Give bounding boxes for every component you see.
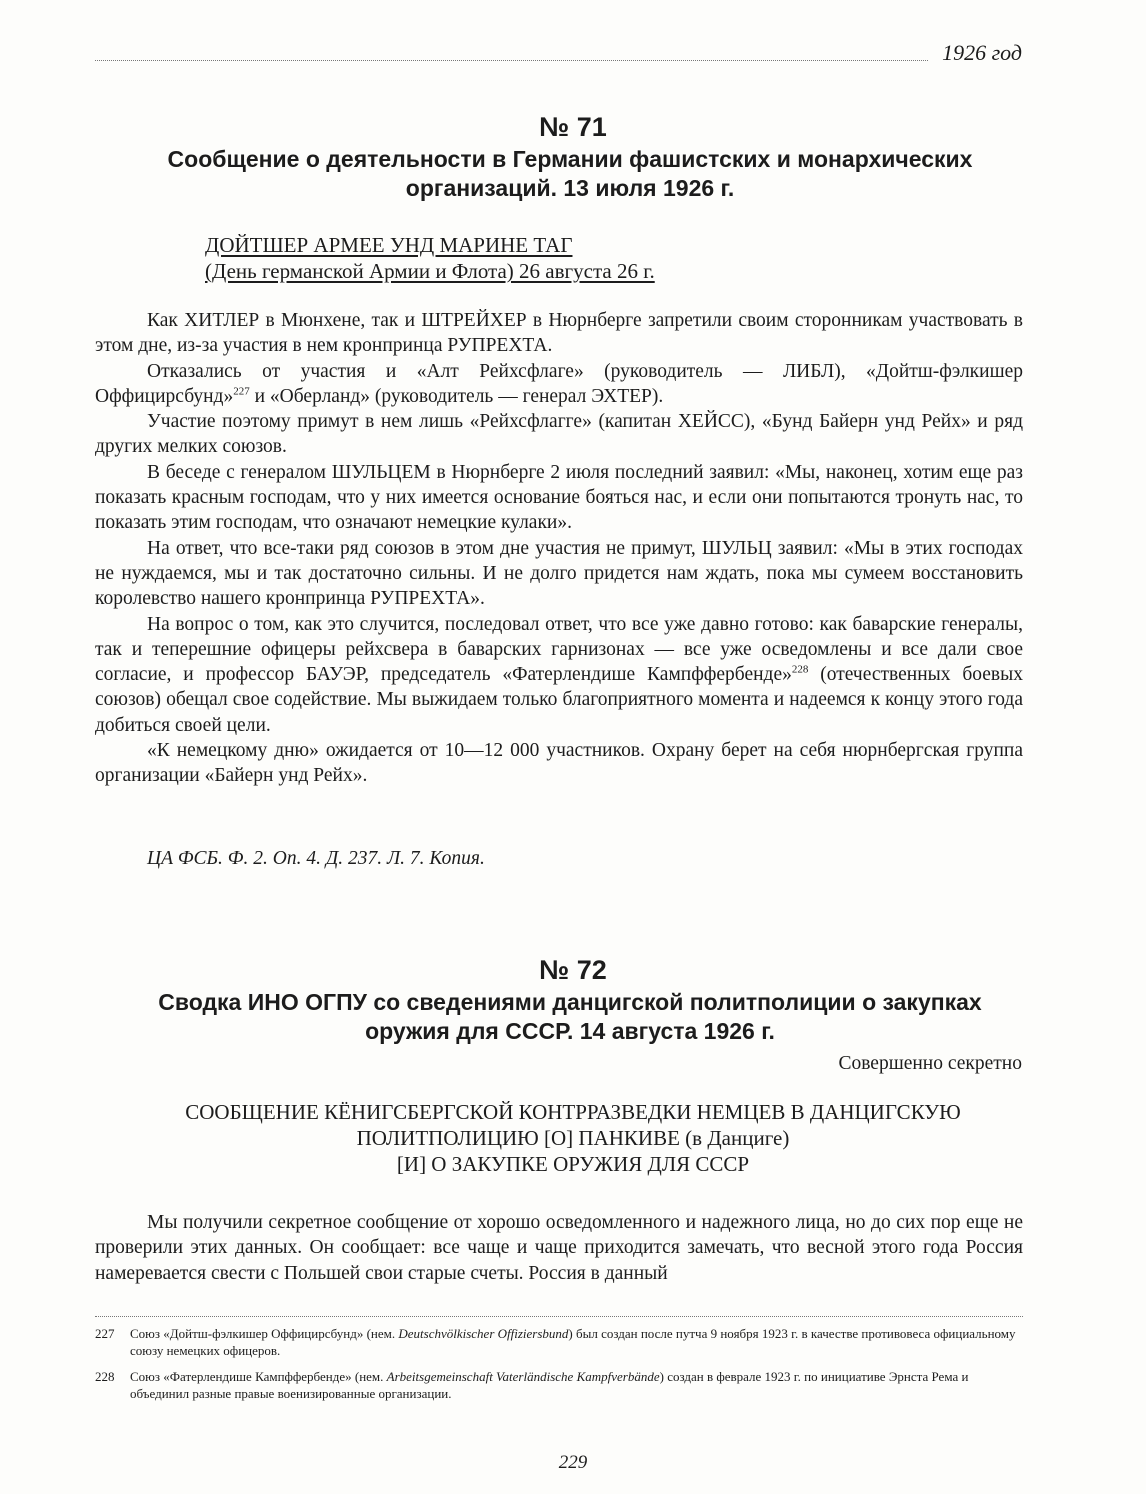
footnote-ref-227[interactable]: 227	[233, 385, 250, 398]
footnote-228	[95, 1369, 1025, 1402]
footnote-ref-228[interactable]: 228	[791, 663, 809, 676]
footnote-dotted-rule	[95, 1316, 1023, 1317]
doc72-title	[120, 988, 1020, 1046]
doc71-paragraph-4: В беседе с генералом ШУЛЬЦЕМ в Нюрнберге 2 июля последний заявил: «Мы, наконец, хотим еще раз показать красным господам, что у них имеется основание бояться нас, и если они попытаются тронуть нас, то показать этим господам, что означают немецкие кулаки».	[95, 461, 1023, 534]
doc71-event-heading	[205, 232, 655, 284]
footnote-german-name: Deutschvölkischer Offiziersbund	[398, 1326, 569, 1341]
footnote-text-a: Союз «Фатерлендише Кампффербенде» (нем.	[130, 1369, 387, 1384]
doc71-archive-source: ЦА ФСБ. Ф. 2. Оп. 4. Д. 237. Л. 7. Копия.	[147, 848, 485, 869]
event-heading-line2: (День германской Армии и Флота) 26 августа 26 г.	[205, 259, 655, 283]
doc72-title-line2: оружия для СССР. 14 августа 1926 г.	[365, 1018, 775, 1044]
message-heading-line1: СООБЩЕНИЕ КЁНИГСБЕРГСКОЙ КОНТРРАЗВЕДКИ НЕМЦЕВ В ДАНЦИГСКУЮ	[185, 1100, 961, 1124]
doc71-title	[120, 145, 1020, 203]
doc71-title-line2: организаций. 13 июля 1926 г.	[405, 175, 735, 201]
doc72-message-heading	[95, 1099, 1051, 1177]
footnote-text	[130, 1369, 1025, 1402]
doc71-paragraph-2-text-a: Отказались от участия и «Алт Рейхсфлаге» (руководитель — ЛИБЛ), «Дойтш-фэлкишер Оффицирсбунд»	[95, 360, 1023, 407]
footnote-text-b: ) был создан после путча 9 ноября 1923 г. в качестве противовеса официальному союзу немецких офицеров.	[130, 1326, 1016, 1358]
doc71-paragraph-2	[95, 359, 1023, 410]
footnote-text-a: Союз «Дойтш-фэлкишер Оффицирсбунд» (нем.	[130, 1326, 399, 1341]
header-dotted-rule	[95, 60, 928, 61]
doc71-body	[95, 308, 1023, 789]
doc72-body	[95, 1210, 1023, 1286]
page-number: 229	[558, 1452, 588, 1473]
footnote-227	[95, 1326, 1025, 1359]
doc72-title-line1: Сводка ИНО ОГПУ со сведениями данцигской политполиции о закупках	[158, 989, 982, 1015]
doc71-title-line1: Сообщение о деятельности в Германии фашистских и монархических	[167, 146, 973, 172]
footnote-number: 228	[95, 1369, 115, 1384]
footnote-text	[130, 1326, 1025, 1359]
message-heading-line3: [И] О ЗАКУПКЕ ОРУЖИЯ ДЛЯ СССР	[396, 1152, 750, 1176]
doc71-paragraph-6-text-b: (отечественных боевых союзов) обещал свое содействие. Мы выжидаем только благоприятного момента и надеемся к концу этого года добиться своей цели.	[95, 664, 1023, 736]
running-head: 1926 год	[942, 40, 1022, 65]
footnote-german-name: Arbeitsgemeinschaft Vaterländische Kampfverbände	[386, 1369, 660, 1384]
footnote-number: 227	[95, 1326, 115, 1341]
event-heading-line1: ДОЙТШЕР АРМЕЕ УНД МАРИНЕ ТАГ	[205, 233, 573, 257]
message-heading-line2: ПОЛИТПОЛИЦИЮ [О] ПАНКИВЕ (в Данциге)	[356, 1126, 790, 1150]
doc71-paragraph-3: Участие поэтому примут в нем лишь «Рейхсфлагге» (капитан ХЕЙСС), «Бунд Байерн унд Рейх» и ряд других мелких союзов.	[95, 411, 1023, 458]
doc71-paragraph-6	[95, 612, 1023, 738]
doc71-paragraph-7: «К немецкому дню» ожидается от 10—12 000 участников. Охрану берет на себя нюрнбергская группа организации «Байерн унд Рейх».	[95, 740, 1023, 787]
doc71-number: № 71	[539, 112, 607, 142]
doc71-paragraph-6-text-a: На вопрос о том, как это случится, последовал ответ, что все уже давно готово: как баварские генералы, так и теперешние офицеры рейхсвера в баварских гарнизонах — все уже осведомлены и все дали свое согласие, и профессор БАУЭР, председатель «Фатерлендише Кампффербенде»	[95, 613, 1023, 686]
footnote-text-b: ) создан в феврале 1923 г. по инициативе Эрнста Рема и объединил разные правые военизированные организации.	[130, 1369, 969, 1401]
doc72-number: № 72	[539, 955, 607, 985]
doc72-classification: Совершенно секретно	[838, 1053, 1022, 1074]
doc72-paragraph-1: Мы получили секретное сообщение от хорошо осведомленного и надежного лица, но до сих пор еще не проверили этих данных. Он сообщает: все чаще и чаще приходится замечать, что весной этого года Россия намеревается свести с Польшей свои старые счеты. Россия в данный	[95, 1212, 1023, 1284]
doc71-paragraph-1: Как ХИТЛЕР в Мюнхене, так и ШТРЕЙХЕР в Нюрнберге запретили своим сторонникам участвовать в этом дне, из-за участия в нем кронпринца РУПРЕХТА.	[95, 310, 1023, 357]
doc71-paragraph-5: На ответ, что все-таки ряд союзов в этом дне участия не примут, ШУЛЬЦ заявил: «Мы в этих господах не нуждаемся, мы и так достаточно сильны. И не долго придется нам ждать, пока мы сумеем восстановить королевство нашего кронпринца РУПРЕХТА».	[95, 537, 1023, 610]
doc71-paragraph-2-text-b: и «Оберланд» (руководитель — генерал ЭХТЕР).	[249, 385, 664, 407]
